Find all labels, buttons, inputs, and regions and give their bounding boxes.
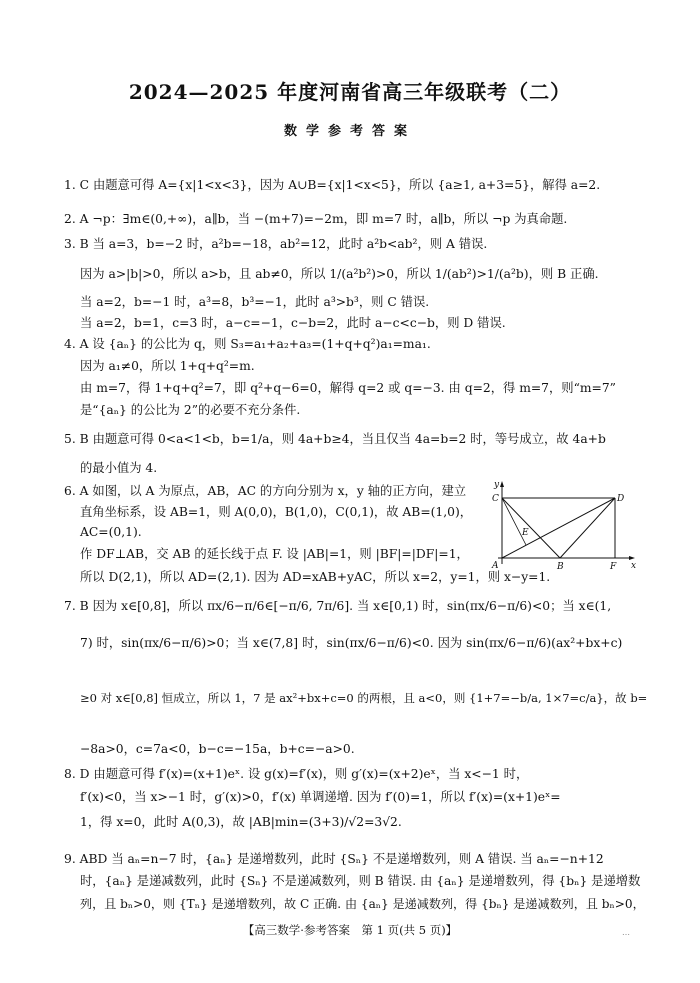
- page-footer: 【高三数学·参考答案 第 1 页(共 5 页)】: [242, 923, 458, 937]
- label-d: D: [617, 494, 625, 504]
- answer-line: 时，{aₙ} 是递减数列，此时 {Sₙ} 不是递减数列，则 B 错误. 由 {aₙ} 是递增数列，得 {bₙ} 是递增数: [80, 874, 641, 888]
- answer-line: 2. A ¬p：∃m∈(0,+∞)，a∥b，当 −(m+7)=−2m，即 m=7 时，a∥b，所以 ¬p 为真命题.: [64, 212, 568, 226]
- segment-bd: [560, 498, 615, 558]
- answer-line: 是“{aₙ} 的公比为 2”的必要不充分条件.: [80, 403, 301, 417]
- answer-line: 当 a=2，b=−1 时，a³=8，b³=−1，此时 a³>b³，则 C 错误.: [80, 295, 430, 309]
- answer-line: 7. B 因为 x∈[0,8]，所以 πx/6−π/6∈[−π/6, 7π/6]. 当 x∈[0,1) 时，sin(πx/6−π/6)<0；当 x∈(1,: [64, 599, 612, 613]
- segment-cb: [502, 498, 560, 558]
- answer-line: 因为 a₁≠0，所以 1+q+q²=m.: [80, 359, 255, 373]
- answer-line: 4. A 设 {aₙ} 的公比为 q，则 S₃=a₁+a₂+a₃=(1+q+q²)a₁=ma₁.: [64, 337, 431, 351]
- answer-line: −8a>0，c=7a<0，b−c=−15a，b+c=−a>0.: [80, 742, 355, 756]
- label-y: y: [494, 480, 500, 490]
- answer-line: 1，得 x=0，此时 A(0,3)，故 |AB|min=(3+3)/√2=3√2.: [80, 815, 402, 829]
- answer-line: 列，且 bₙ>0，则 {Tₙ} 是递增数列，故 C 正确. 由 {aₙ} 是递减数列，得 {bₙ} 是递减数列，且 bₙ>0，: [80, 897, 645, 911]
- answer-line: 由 m=7，得 1+q+q²=7，即 q²+q−6=0，解得 q=2 或 q=−3. 由 q=2，得 m=7，则“m=7”: [80, 381, 616, 395]
- answer-line: 7) 时，sin(πx/6−π/6)>0；当 x∈(7,8] 时，sin(πx/6−π/6)<0. 因为 sin(πx/6−π/6)(ax²+bx+c): [80, 636, 623, 650]
- label-f: F: [610, 562, 617, 570]
- answer-line: 因为 a>|b|>0，所以 a>b，且 ab≠0，所以 1/(a²b²)>0，所以 1/(ab²)>1/(a²b)，则 B 正确.: [80, 267, 599, 281]
- y-axis-arrow: [500, 481, 504, 487]
- answer-line: 5. B 由题意可得 0<a<1<b，b=1/a，则 4a+b≥4，当且仅当 4a=b=2 时，等号成立，故 4a+b: [64, 432, 606, 446]
- answer-line: 1. C 由题意可得 A={x|1<x<3}，因为 A∪B={x|1<x<5}，所以 {a≥1, a+3=5}，解得 a=2.: [64, 178, 601, 192]
- answer-line: 8. D 由题意可得 f′(x)=(x+1)eˣ. 设 g(x)=f′(x)，则 g′(x)=(x+2)eˣ，当 x<−1 时，: [64, 767, 529, 781]
- x-axis-arrow: [629, 556, 635, 560]
- label-c: C: [492, 494, 499, 504]
- answer-line: f′(x)<0，当 x>−1 时，g′(x)>0，f′(x) 单调递增. 因为 f′(0)=1，所以 f′(x)=(x+1)eˣ=: [80, 790, 561, 804]
- corner-mark: …: [622, 928, 630, 937]
- answer-line: ≥0 对 x∈[0,8] 恒成立，所以 1，7 是 ax²+bx+c=0 的两根，且 a<0，则 {1+7=−b/a, 1×7=c/a}，故 b=: [80, 691, 648, 705]
- answer-line: 当 a=2，b=1，c=3 时，a−c=−1，c−b=2，此时 a−c<c−b，则 D 错误.: [80, 316, 506, 330]
- page-title: 2024—2025 年度河南省高三年级联考（二）: [128, 80, 572, 104]
- label-e: E: [522, 528, 529, 538]
- answer-line: 作 DF⊥AB，交 AB 的延长线于点 F. 设 |AB|=1，则 |BF|=|DF|=1，: [80, 547, 469, 561]
- answer-line: 3. B 当 a=3，b=−2 时，a²b=−18，ab²=12，此时 a²b<ab²，则 A 错误.: [64, 237, 488, 251]
- segment-ad: [502, 498, 615, 558]
- label-b: B: [557, 562, 564, 570]
- geometry-figure: [490, 478, 638, 570]
- answer-line: 9. ABD 当 aₙ=n−7 时，{aₙ} 是递增数列，此时 {Sₙ} 不是递增数列，则 A 错误. 当 aₙ=−n+12: [64, 852, 604, 866]
- answer-line: 直角坐标系，设 AB=1，则 A(0,0)，B(1,0)，C(0,1)，故 AB=(1,0)，: [80, 505, 473, 519]
- page-subtitle: 数学参考答案: [283, 124, 416, 139]
- label-x: x: [631, 561, 637, 570]
- answer-line: 的最小值为 4.: [80, 461, 158, 475]
- answer-line: AC=(0,1).: [80, 525, 142, 539]
- answer-line: 6. A 如图，以 A 为原点，AB，AC 的方向分别为 x，y 轴的正方向，建立: [64, 484, 467, 498]
- answer-line: 所以 D(2,1)，所以 AD=(2,1). 因为 AD=xAB+yAC，所以 x=2，y=1，则 x−y=1.: [80, 570, 551, 584]
- label-a: A: [492, 561, 499, 570]
